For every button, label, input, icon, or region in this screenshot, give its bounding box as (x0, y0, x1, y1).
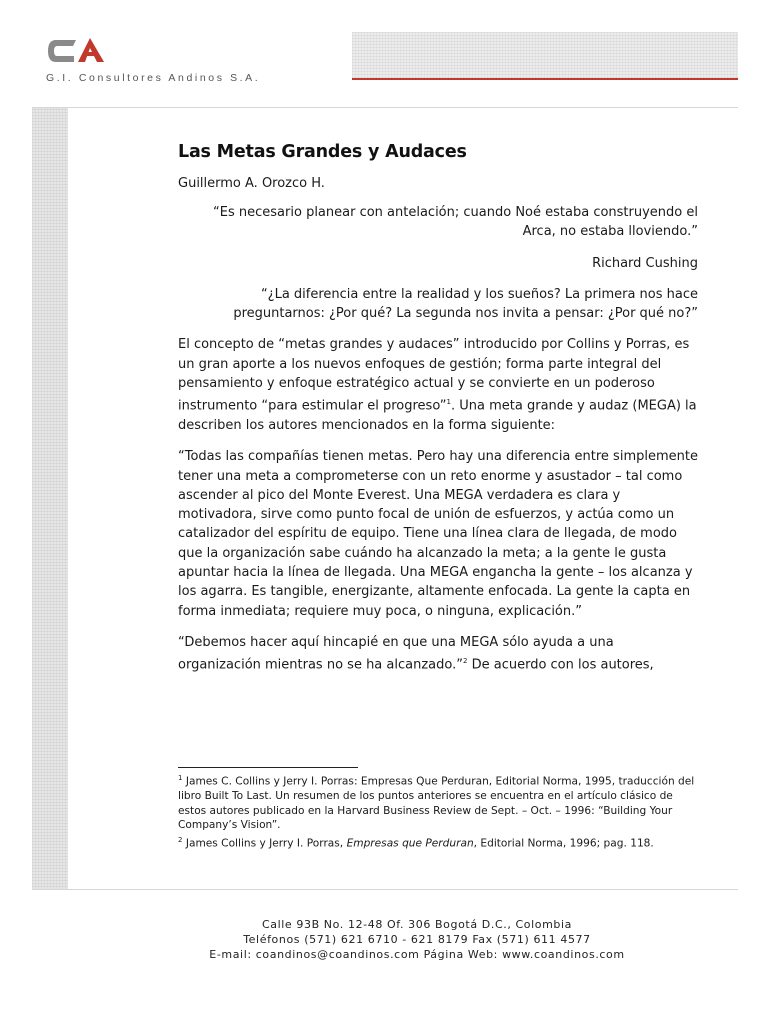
footnote-1 (178, 771, 698, 833)
paragraph-3-text-b: De acuerdo con los autores, (467, 657, 654, 673)
footer-divider (32, 889, 738, 890)
footer-contact[interactable]: E-mail: coandinos@coandinos.com Página Web: www.coandinos.com (209, 948, 625, 961)
left-margin-band (32, 108, 68, 890)
footnote-2 (178, 833, 698, 851)
footer-address: Calle 93B No. 12-48 Of. 306 Bogotá D.C., Colombia (261, 918, 573, 931)
epigraph-quote-1: “Es necesario planear con antelación; cuando Noé estaba construyendo el Arca, no estaba lloviendo.” (213, 205, 698, 240)
company-logo (46, 36, 106, 66)
footnote-1-text: James C. Collins y Jerry I. Porras: Empresas Que Perduran, Editorial Norma, 1995, traducción del libro Built To Last. Un resumen de los puntos anteriores se encuentra en el artículo clásico de estos autores publicado en la Harvard Business Review de Sept. – Oct. – 1996: “Building Your Company’s Vision”. (178, 775, 695, 832)
footnote-ref-2[interactable]: 2 (462, 657, 468, 666)
footnotes (178, 771, 698, 851)
epigraph-quote-2: “¿La diferencia entre la realidad y los sueños? La primera nos hace preguntarnos: ¿Por qué? La segunda nos invita a pensar: ¿Por qué no?” (233, 286, 698, 322)
footnote-2-text-a: James Collins y Jerry I. Porras, (182, 837, 347, 850)
paragraph-1-text-b: . Una meta grande y audaz (MEGA) la describen los autores mencionados en la forma siguiente: (178, 398, 697, 433)
footnote-rule (178, 767, 358, 768)
header-accent-line (352, 78, 738, 80)
footer-phones: Teléfonos (571) 621 6710 - 621 8179 Fax (571) 611 4577 (243, 933, 591, 946)
header-pattern (352, 32, 738, 78)
company-name: G.I. Consultores Andinos S.A. (46, 72, 261, 84)
epigraph-author: Richard Cushing (592, 255, 698, 271)
paragraph-1 (178, 335, 698, 435)
footnote-2-book-title: Empresas que Perduran (346, 837, 474, 850)
footnote-1-number: 1 (178, 774, 183, 782)
paragraph-3-text-a: “Debemos hacer aquí hincapié en que una MEGA sólo ayuda a una organización mientras no se ha alcanzado.” (178, 634, 614, 673)
footnote-2-number: 2 (178, 835, 183, 844)
paragraph-3 (178, 633, 698, 675)
header-divider (32, 107, 738, 108)
footnote-2-text-b: , Editorial Norma, 1996; pag. 118. (473, 837, 654, 850)
footnote-ref-1[interactable]: 1 (446, 398, 452, 407)
paragraph-1-text-a: El concepto de “metas grandes y audaces” introducido por Collins y Porras, es un gran aporte a los nuevos enfoques de gestión; forma parte integral del pensamiento y enfoque estratégico actual y se convierte en un poderoso instrumento “para estimular el progreso” (178, 337, 690, 414)
page-footer (160, 917, 674, 962)
article-title: Las Metas Grandes y Audaces (178, 142, 467, 162)
article-body (178, 142, 698, 687)
article-author: Guillermo A. Orozco H. (178, 176, 325, 191)
paragraph-2: “Todas las compañías tienen metas. Pero hay una diferencia entre simplemente tener una meta a comprometerse con un reto enorme y asustador – tal como ascender al pico del Monte Everest. Una MEGA verdadera es clara y motivadora, sirve como punto focal de unión de esfuerzos, y actúa como un catalizador del espíritu de equipo. Tiene una línea clara de llegada, de modo que la organización sabe cuándo ha alcanzado la meta; a la gente le gusta apuntar hacia la línea de llegada. Una MEGA engancha la gente – los alcanza y los agarra. Es tangible, energizante, altamente enfocada. La gente la capta en forma inmediata; requiere muy poca, o ninguna, explicación.” (178, 449, 698, 619)
